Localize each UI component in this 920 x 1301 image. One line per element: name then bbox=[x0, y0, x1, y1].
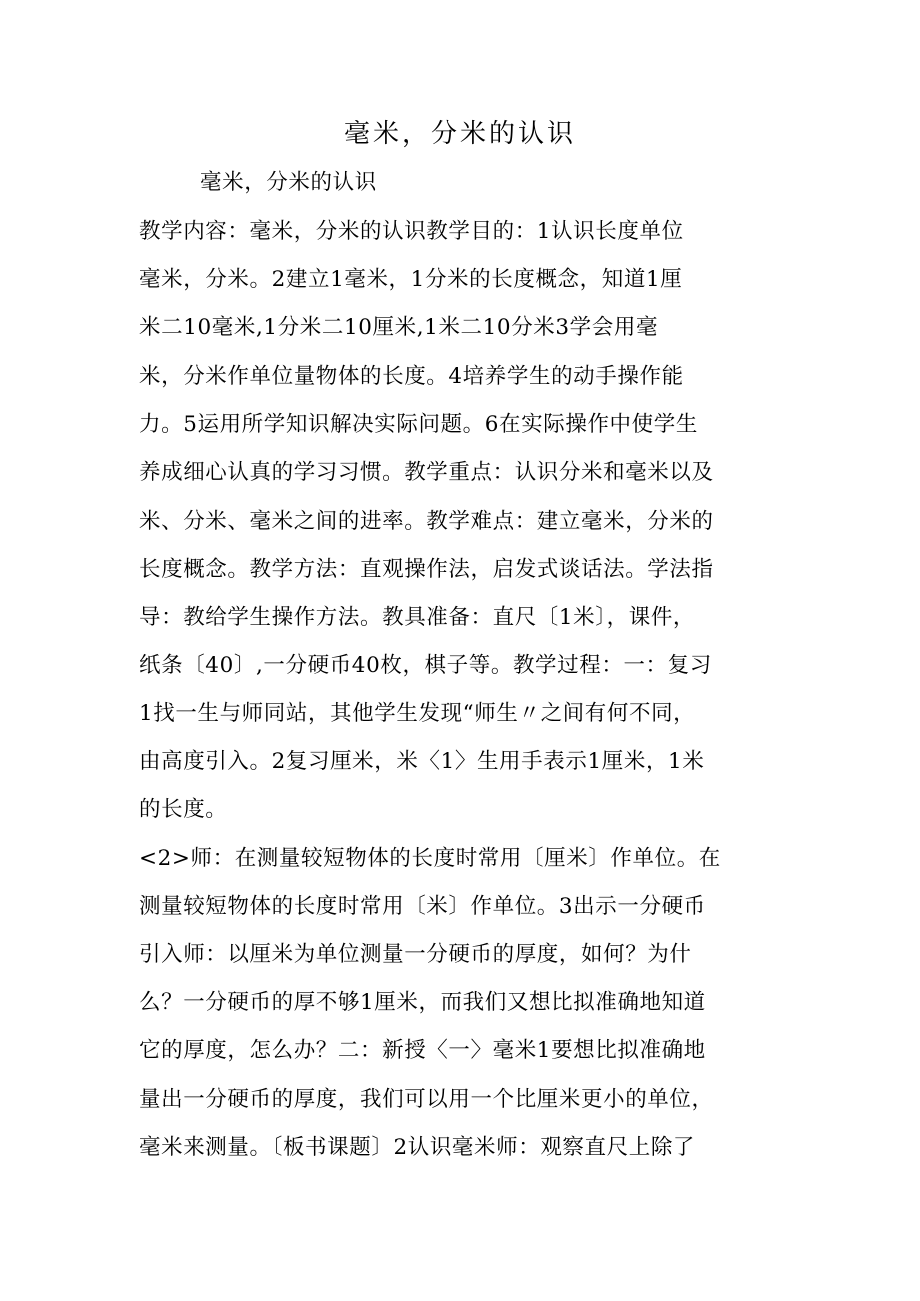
text-line: 导：教给学生操作方法。教具准备：直尺〔1米〕，课件， bbox=[139, 605, 696, 630]
text-line: 由高度引入。2复习厘米，米〈1〉生用手表示1厘米，1米 bbox=[139, 749, 705, 774]
text-line: 量出一分硬币的厚度，我们可以用一个比厘米更小的单位， bbox=[139, 1087, 714, 1112]
text-line: 1找一生与师同站，其他学生发现“师生〃之间有何不同， bbox=[139, 701, 696, 726]
text-line: 测量较短物体的长度时常用〔米〕作单位。3出示一分硬币 bbox=[139, 894, 706, 919]
text-line: 的长度。 bbox=[139, 797, 228, 822]
text-line: 它的厚度，怎么办？二：新授〈一〉毫米1要想比拟准确地 bbox=[139, 1038, 706, 1063]
text-line: 米、分米、毫米之间的进率。教学难点：建立毫米，分米的 bbox=[139, 509, 714, 534]
text-line: 力。5运用所学知识解决实际问题。6在实际操作中使学生 bbox=[139, 412, 698, 437]
text-line: 长度概念。教学方法：直观操作法，启发式谈话法。学法指 bbox=[139, 557, 714, 582]
document-subtitle: 毫米，分米的认识 bbox=[200, 170, 377, 195]
text-line: 么？一分硬币的厚不够1厘米，而我们又想比拟准确地知道 bbox=[139, 990, 706, 1015]
text-line: <2>师：在测量较短物体的长度时常用〔厘米〕作单位。在 bbox=[139, 846, 721, 871]
document-title: 毫米，分米的认识 bbox=[343, 119, 576, 149]
text-line: 纸条〔40〕,一分硬币40枚，棋子等。教学过程：一：复习 bbox=[139, 653, 712, 678]
text-line: 养成细心认真的学习习惯。教学重点：认识分米和毫米以及 bbox=[139, 460, 714, 485]
text-line: 米二10毫米,1分米二10厘米,1米二10分米3学会用毫 bbox=[139, 315, 659, 340]
text-line: 引入师：以厘米为单位测量一分硬币的厚度，如何？为什 bbox=[139, 942, 692, 967]
text-line: 米，分米作单位量物体的长度。4培养学生的动手操作能 bbox=[139, 364, 684, 389]
text-line: 毫米来测量。〔板书课题〕2认识毫米师：观察直尺上除了 bbox=[139, 1135, 696, 1160]
text-line: 教学内容：毫米，分米的认识教学目的：1认识长度单位 bbox=[139, 219, 684, 244]
text-line: 毫米，分米。2建立1毫米，1分米的长度概念，知道1厘 bbox=[139, 267, 683, 292]
